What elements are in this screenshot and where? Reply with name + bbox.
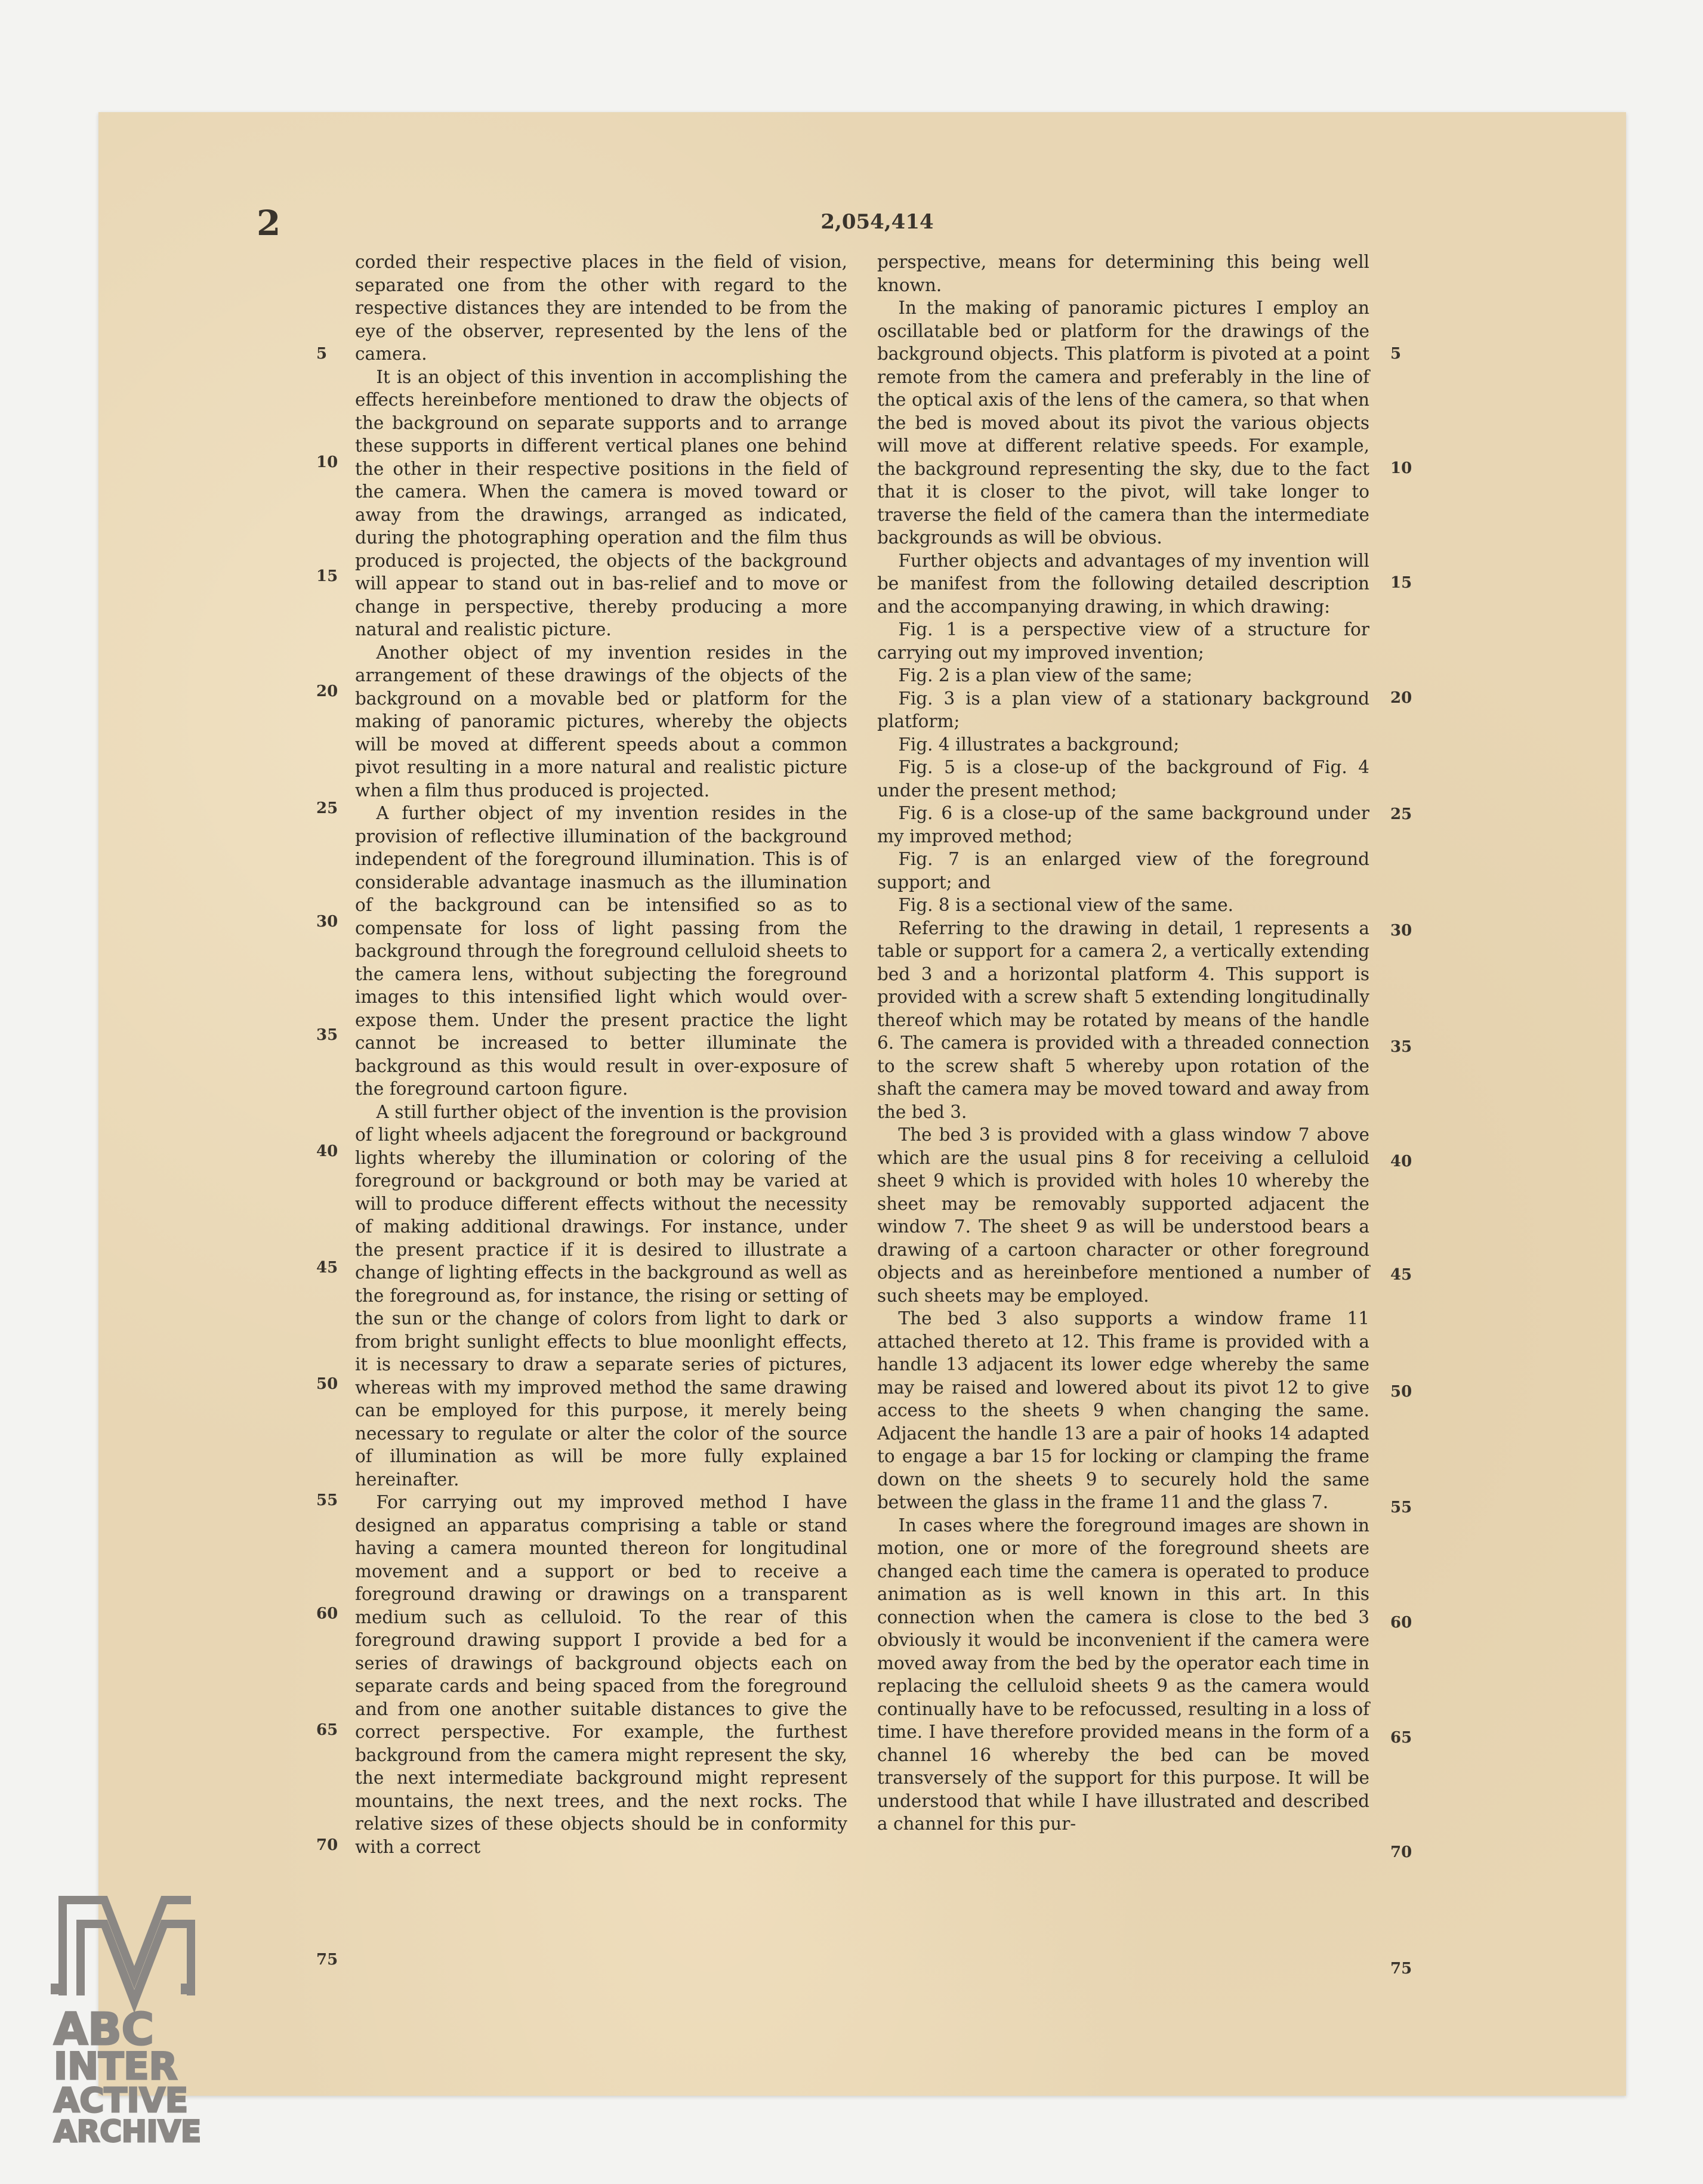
logo-line-3: ACTIVE xyxy=(54,2081,189,2120)
patent-number: 2,054,414 xyxy=(820,210,934,234)
figure-description: Fig. 4 illustrates a background; xyxy=(898,734,1180,755)
logo-line-4: ARCHIVE xyxy=(54,2114,202,2145)
figure-description: Fig. 5 is a close-up of the background of Fig. 4 under the present method; xyxy=(877,757,1369,801)
line-number-right: 35 xyxy=(1390,1038,1412,1056)
page-number: 2 xyxy=(257,203,281,243)
paragraph: corded their respective places in the field of vision, separated one from the other with regard to the respective distances they are intended to be from the eye of the observer, represented by the lens of the camera. xyxy=(355,252,847,364)
right-column xyxy=(877,251,1369,1836)
line-number-right: 70 xyxy=(1390,1843,1412,1861)
line-number-right: 50 xyxy=(1390,1383,1412,1401)
patent-page xyxy=(98,112,1626,2096)
paragraph: A still further object of the invention is the provision of light wheels adjacent the foreground or background lights whereby the illumination or coloring of the foreground or background or both may be varied at will to produce different effects without the necessity of making additional drawings. For instance, under the present practice if it is desired to illustrate a change of lighting effects in the background as well as the foreground as, for instance, the rising or setting of the sun or the change of colors from light to dark or from bright sunlight effects to blue moonlight effects, it is necessary to draw a separate series of pictures, whereas with my improved method the same drawing can be employed for this purpose, it merely being necessary to regulate or alter the color of the source of illumination as will be more fully explained hereinafter. xyxy=(355,1101,847,1490)
paragraph: For carrying out my improved method I have designed an apparatus comprising a table or stand having a camera mounted thereon for longitudinal movement and a support or bed to receive a foreground drawing or drawings on a transparent medium such as celluloid. To the rear of this foreground drawing support I provide a bed for a series of drawings of background objects each on separate cards and being spaced from the foreground and from one another suitable distances to give the correct perspective. For example, the furthest background from the camera might represent the sky, the next intermediate background might represent mountains, the next trees, and the next rocks. The relative sizes of these objects should be in conformity with a correct xyxy=(355,1492,847,1857)
paragraph: A further object of my invention resides in the provision of reflective illumination of the background independent of the foreground illumination. This is of considerable advantage inasmuch as the illumination of the background can be intensified so as to compensate for loss of light passing from the background through the foreground celluloid sheets to the camera lens, without subjecting the foreground images to this intensified light which would over-expose them. Under the present practice the light cannot be increased to better illuminate the background as this would result in over-exposure of the foreground cartoon figure. xyxy=(355,803,847,1099)
line-number-left: 20 xyxy=(316,682,338,700)
figure-description: Fig. 2 is a plan view of the same; xyxy=(898,665,1193,685)
paragraph: The bed 3 is provided with a glass window 7 above which are the usual pins 8 for receiving a celluloid sheet 9 which is provided with holes 10 whereby the sheet may be removably supported adjacent the window 7. The sheet 9 as will be understood bears a drawing of a cartoon character or other foreground objects and as hereinbefore mentioned a number of such sheets may be employed. xyxy=(877,1125,1369,1306)
figure-description: Fig. 8 is a sectional view of the same. xyxy=(898,895,1234,915)
line-number-right: 15 xyxy=(1390,574,1412,592)
line-number-right: 45 xyxy=(1390,1266,1412,1284)
line-number-left: 70 xyxy=(316,1836,338,1854)
line-number-left: 75 xyxy=(316,1951,338,1969)
figure-description: Fig. 7 is an enlarged view of the foreground support; and xyxy=(877,849,1369,892)
paragraph: It is an object of this invention in accomplishing the effects hereinbefore mentioned to draw the objects of the background on separate supports and to arrange these supports in different vertical planes one behind the other in their respective positions in the field of the camera. When the camera is moved toward or away from the drawings, arranged as indicated, during the photographing operation and the film thus produced is projected, the objects of the background will appear to stand out in bas-relief and to move or change in perspective, thereby producing a more natural and realistic picture. xyxy=(355,366,847,640)
line-number-left: 40 xyxy=(316,1142,338,1160)
paragraph: Referring to the drawing in detail, 1 represents a table or support for a camera 2, a vertically extending bed 3 and a horizontal platform 4. This support is provided with a screw shaft 5 extending longitudinally thereof which may be rotated by means of the handle 6. The camera is provided with a threaded connection to the screw shaft 5 whereby upon rotation of the shaft the camera may be moved toward and away from the bed 3. xyxy=(877,918,1369,1122)
line-number-left: 50 xyxy=(316,1375,338,1393)
line-number-right: 40 xyxy=(1390,1153,1412,1170)
logo-line-1: ABC xyxy=(54,2004,154,2055)
line-number-left: 65 xyxy=(316,1721,338,1739)
line-number-right: 75 xyxy=(1390,1960,1412,1978)
line-number-right: 10 xyxy=(1390,459,1412,477)
paragraph: In the making of panoramic pictures I employ an oscillatable bed or platform for the drawings of the background objects. This platform is pivoted at a point remote from the camera and preferably in the line of the optical axis of the lens of the camera, so that when the bed is moved about its pivot the various objects will move at different relative speeds. For example, the background representing the sky, due to the fact that it is closer to the pivot, will take longer to traverse the field of the camera than the intermediate backgrounds as will be obvious. xyxy=(877,298,1369,548)
line-number-right: 65 xyxy=(1390,1729,1412,1747)
line-number-right: 60 xyxy=(1390,1614,1412,1632)
archive-logo xyxy=(45,1888,274,2145)
line-number-right: 25 xyxy=(1390,805,1412,823)
paragraph: In cases where the foreground images are shown in motion, one or more of the foreground sheets are changed each time the camera is operated to produce animation as is well known in this art. In this connection when the camera is close to the bed 3 obviously it would be inconvenient if the camera were moved away from the bed by the operator each time in replacing the celluloid sheets 9 as the camera would continually have to be refocussed, resulting in a loss of time. I have therefore provided means in the form of a channel 16 whereby the bed can be moved transversely of the support for this purpose. It will be understood that while I have illustrated and described a channel for this pur- xyxy=(877,1515,1369,1834)
logo-line-2: INTER xyxy=(54,2044,178,2088)
line-number-left: 35 xyxy=(316,1026,338,1044)
figure-description: Fig. 6 is a close-up of the same background under my improved method; xyxy=(877,803,1369,847)
paragraph: Further objects and advantages of my invention will be manifest from the following detailed description and the accompanying drawing, in which drawing: xyxy=(877,550,1369,617)
line-number-left: 15 xyxy=(316,567,338,585)
paragraph: perspective, means for determining this being well known. xyxy=(877,252,1369,295)
line-number-right: 55 xyxy=(1390,1499,1412,1516)
line-number-left: 5 xyxy=(316,345,328,363)
line-number-left: 25 xyxy=(316,799,338,817)
paragraph: Another object of my invention resides in the arrangement of these drawings of the objects of the background on a movable bed or platform for the making of panoramic pictures, whereby the objects will be moved at different speeds about a common pivot resulting in a more natural and realistic picture when a film thus produced is projected. xyxy=(355,642,847,801)
line-number-left: 30 xyxy=(316,913,338,931)
line-number-right: 20 xyxy=(1390,689,1412,707)
abc-logo-icon xyxy=(45,1888,274,2145)
paragraph: The bed 3 also supports a window frame 11 attached thereto at 12. This frame is provided with a handle 13 adjacent its lower edge whereby the same may be raised and lowered about its pivot 12 to give access to the sheets 9 when changing the same. Adjacent the handle 13 are a pair of hooks 14 adapted to engage a bar 15 for locking or clamping the frame down on the sheets 9 to securely hold the same between the glass in the frame 11 and the glass 7. xyxy=(877,1308,1369,1512)
line-number-right: 30 xyxy=(1390,922,1412,940)
line-number-left: 55 xyxy=(316,1491,338,1509)
left-column xyxy=(355,251,847,1858)
line-number-right: 5 xyxy=(1390,345,1402,363)
figure-description: Fig. 1 is a perspective view of a structure for carrying out my improved invention; xyxy=(877,619,1369,663)
line-number-left: 60 xyxy=(316,1605,338,1623)
line-number-left: 45 xyxy=(316,1259,338,1277)
figure-description: Fig. 3 is a plan view of a stationary background platform; xyxy=(877,688,1369,731)
line-number-left: 10 xyxy=(316,453,338,471)
